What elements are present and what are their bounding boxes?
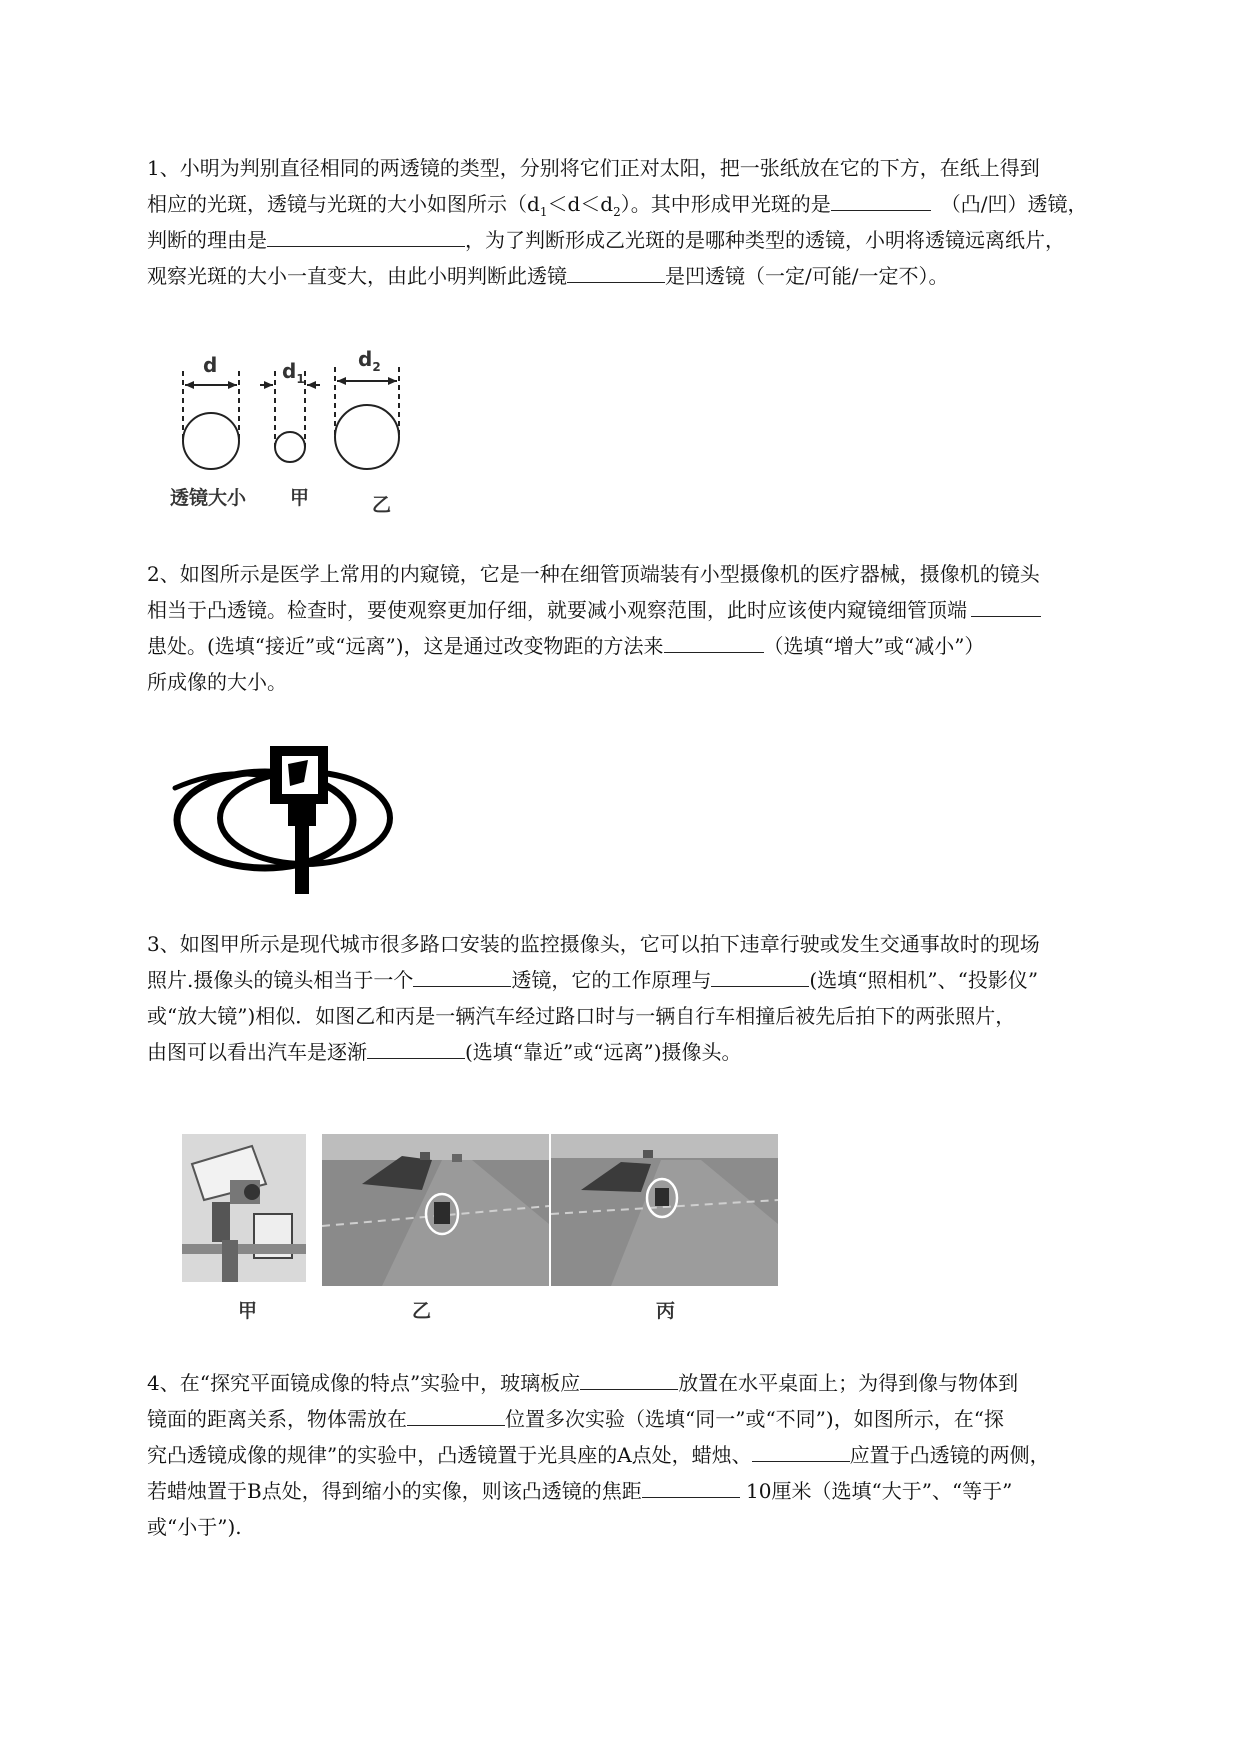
q1-text: （凸/凹）透镜， xyxy=(940,192,1088,216)
q3-line-3 xyxy=(147,1000,1157,1033)
question-2 xyxy=(147,558,1157,699)
q3-text: (选填“靠近”或“远离”)摄像头。 xyxy=(465,1040,742,1064)
q3-text: 或“放大镜”)相似．如图乙和丙是一辆汽车经过路口时与一辆自行车相撞后被先后拍下的两张照片， xyxy=(147,1004,1016,1028)
q1-line-2 xyxy=(147,188,1157,221)
q4-blank-4[interactable] xyxy=(642,1475,740,1498)
q1-blank-2[interactable] xyxy=(267,224,465,247)
q4-text: 或“小于”). xyxy=(147,1515,242,1539)
q2-blank-2[interactable] xyxy=(664,630,764,653)
caption-yi: 乙 xyxy=(412,1300,432,1322)
label-d2-text: d xyxy=(358,347,373,371)
q1-text: ＜d＜d xyxy=(547,192,614,216)
q2-line-2 xyxy=(147,594,1157,627)
q3-blank-3[interactable] xyxy=(367,1036,465,1059)
q4-text: 应置于凸透镜的两侧， xyxy=(849,1443,1050,1467)
q3-line-1 xyxy=(147,928,1157,961)
q2-line-3 xyxy=(147,630,1157,663)
q4-line-3 xyxy=(147,1439,1157,1472)
q3-text: 3、如图甲所示是现代城市很多路口安装的监控摄像头，它可以拍下违章行驶或发生交通事故时的现场 xyxy=(147,932,1040,956)
q2-text: 2、如图所示是医学上常用的内窥镜，它是一种在细管顶端装有小型摄像机的医疗器械，摄像机的镜头 xyxy=(147,562,1040,586)
endoscope-drawing xyxy=(170,738,400,898)
q1-text: 判断的理由是 xyxy=(147,228,267,252)
q3-text: (选填“照相机”、“投影仪” xyxy=(809,968,1039,992)
caption-jia: 甲 xyxy=(238,1300,258,1322)
q1-line-4 xyxy=(147,260,1157,293)
q3-blank-1[interactable] xyxy=(413,964,511,987)
q1-text: 观察光斑的大小一直变大，由此小明判断此透镜 xyxy=(147,264,567,288)
q4-line-4 xyxy=(147,1475,1157,1508)
label-d1 xyxy=(282,359,305,386)
lens-spot-figure xyxy=(170,345,430,515)
q1-blank-1[interactable] xyxy=(831,188,931,211)
q1-blank-3[interactable] xyxy=(567,260,665,283)
q4-blank-3[interactable] xyxy=(752,1439,850,1462)
photo-street-yi xyxy=(322,1134,549,1286)
label-d1-sub: 1 xyxy=(296,372,305,386)
caption-yi: 乙 xyxy=(372,494,392,516)
question-4 xyxy=(147,1367,1157,1544)
q4-text: 若蜡烛置于B点处，得到缩小的实像，则该凸透镜的焦距 xyxy=(147,1479,642,1503)
lens-circle xyxy=(183,413,239,469)
q1-text: ，为了判断形成乙光斑的是哪种类型的透镜，小明将透镜远离纸片， xyxy=(465,228,1065,252)
label-d: d xyxy=(203,353,218,377)
q4-text: 放置在水平桌面上；为得到像与物体到 xyxy=(678,1371,1019,1395)
caption-jia: 甲 xyxy=(290,487,310,509)
q3-line-4 xyxy=(147,1036,1157,1069)
q1-line-1 xyxy=(147,152,1157,185)
spot-jia-circle xyxy=(275,432,305,462)
endoscope-figure xyxy=(170,738,400,898)
spot-yi-circle xyxy=(335,405,399,469)
question-1 xyxy=(147,152,1157,293)
q2-text: 患处。(选填“接近”或“远离”)，这是通过改变物距的方法来 xyxy=(147,634,664,658)
q4-text: 镜面的距离关系，物体需放在 xyxy=(147,1407,407,1431)
q4-blank-2[interactable] xyxy=(407,1403,505,1426)
caption-lens-size: 透镜大小 xyxy=(170,487,247,509)
label-d2-sub: 2 xyxy=(372,360,381,374)
q4-text: 究凸透镜成像的规律”的实验中，凸透镜置于光具座的A点处，蜡烛、 xyxy=(147,1443,752,1467)
q2-text: 所成像的大小。 xyxy=(147,670,287,694)
q2-line-4 xyxy=(147,666,1157,699)
q1-subscript: 1 xyxy=(539,205,548,219)
label-d1-text: d xyxy=(282,359,297,383)
q4-blank-1[interactable] xyxy=(580,1367,678,1390)
q4-line-1 xyxy=(147,1367,1157,1400)
question-3 xyxy=(147,928,1157,1069)
q2-line-1 xyxy=(147,558,1157,591)
q3-text: 透镜，它的工作原理与 xyxy=(511,968,712,992)
q1-text: 是凹透镜（一定/可能/一定不）。 xyxy=(665,264,949,288)
label-d2 xyxy=(358,347,381,374)
traffic-camera-figure xyxy=(180,1130,790,1320)
q2-text: 相当于凸透镜。检查时，要使观察更加仔细，就要减小观察范围，此时应该使内窥镜细管顶端 xyxy=(147,598,967,622)
q3-line-2 xyxy=(147,964,1157,997)
q1-subscript: 2 xyxy=(613,205,621,219)
q3-text: 由图可以看出汽车是逐渐 xyxy=(147,1040,367,1064)
caption-bing: 丙 xyxy=(656,1300,676,1322)
q1-text: ）。其中形成甲光斑的是 xyxy=(620,192,831,216)
q2-text: （选填“增大”或“减小”） xyxy=(763,634,985,658)
q4-text: 位置多次实验（选填“同一”或“不同”)，如图所示，在“探 xyxy=(505,1407,1004,1431)
q1-text: 相应的光斑，透镜与光斑的大小如图所示（d xyxy=(147,192,540,216)
q4-line-2 xyxy=(147,1403,1157,1436)
q2-blank-1[interactable] xyxy=(971,594,1041,617)
photo-street-bing xyxy=(551,1134,778,1286)
q4-line-5 xyxy=(147,1511,1157,1544)
q3-blank-2[interactable] xyxy=(711,964,809,987)
photo-camera-jia xyxy=(182,1134,306,1282)
q1-text: 1、小明为判别直径相同的两透镜的类型，分别将它们正对太阳，把一张纸放在它的下方，在纸上得到 xyxy=(147,156,1040,180)
q3-text: 照片.摄像头的镜头相当于一个 xyxy=(147,968,414,992)
q1-line-3 xyxy=(147,224,1157,257)
q4-text: 4、在“探究平面镜成像的特点”实验中，玻璃板应 xyxy=(147,1371,581,1395)
q4-text: 10厘米（选填“大于”、“等于” xyxy=(739,1479,1013,1503)
